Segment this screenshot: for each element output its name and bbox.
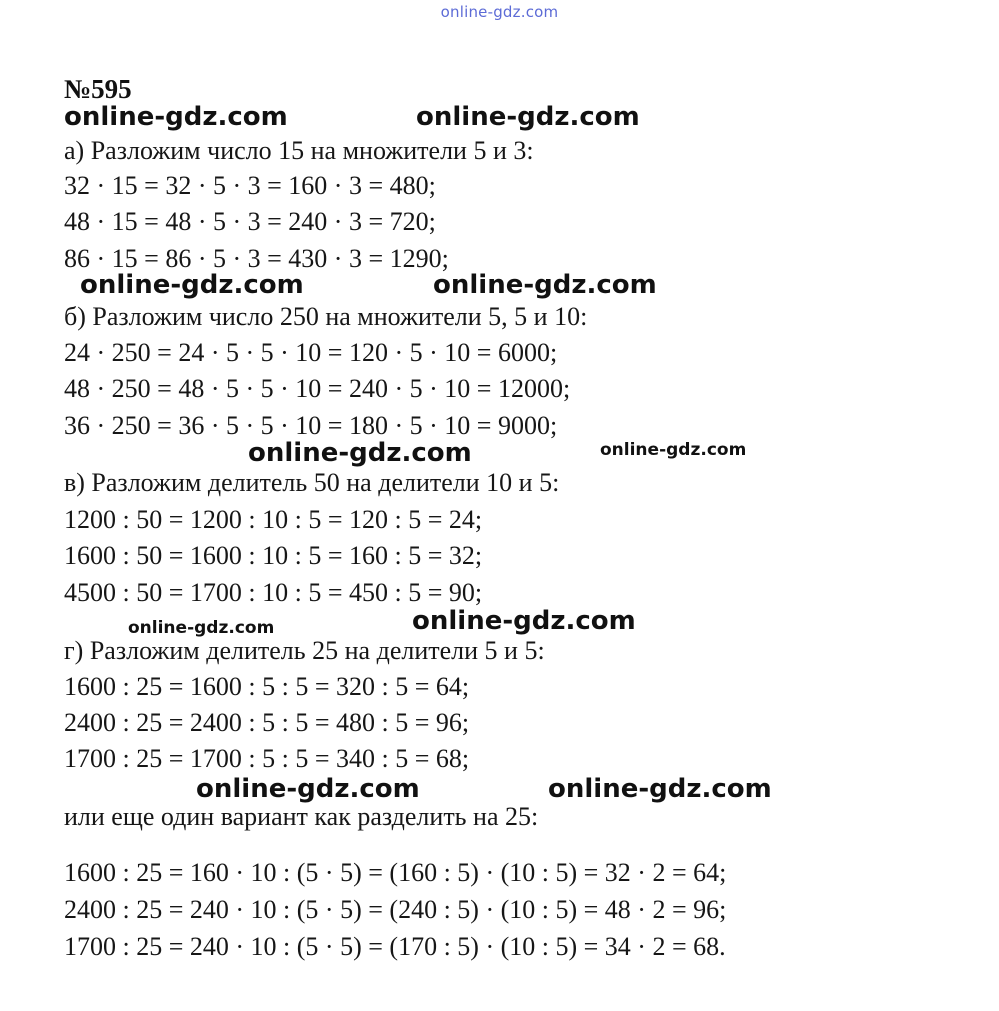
alt-heading: или еще один вариант как разделить на 25:	[64, 802, 539, 831]
watermark: online-gdz.com	[248, 438, 472, 468]
alt-line-2: 2400 : 25 = 240 · 10 : (5 · 5) = (240 : 5) · (10 : 5) = 48 · 2 = 96;	[64, 895, 727, 924]
section-b-line-1: 24 · 250 = 24 · 5 · 5 · 10 = 120 · 5 · 10 = 6000;	[64, 338, 558, 367]
watermark: online-gdz.com	[80, 270, 304, 300]
section-g-line-1: 1600 : 25 = 1600 : 5 : 5 = 320 : 5 = 64;	[64, 672, 470, 701]
watermark: online-gdz.com	[412, 606, 636, 636]
section-g-line-2: 2400 : 25 = 2400 : 5 : 5 = 480 : 5 = 96;	[64, 708, 470, 737]
watermark: online-gdz.com	[128, 618, 275, 638]
watermark: online-gdz.com	[416, 102, 640, 132]
section-v-line-1: 1200 : 50 = 1200 : 10 : 5 = 120 : 5 = 24;	[64, 505, 483, 534]
section-g-heading: г) Разложим делитель 25 на делители 5 и 5:	[64, 636, 545, 665]
section-v-heading: в) Разложим делитель 50 на делители 10 и 5:	[64, 468, 560, 497]
section-a-line-3: 86 · 15 = 86 · 5 · 3 = 430 · 3 = 1290;	[64, 244, 449, 273]
section-b-line-3: 36 · 250 = 36 · 5 · 5 · 10 = 180 · 5 · 10 = 9000;	[64, 411, 558, 440]
watermark: online-gdz.com	[196, 774, 420, 804]
section-a-line-1: 32 · 15 = 32 · 5 · 3 = 160 · 3 = 480;	[64, 171, 436, 200]
watermark: online-gdz.com	[64, 102, 288, 132]
section-a-line-2: 48 · 15 = 48 · 5 · 3 = 240 · 3 = 720;	[64, 207, 436, 236]
alt-line-3: 1700 : 25 = 240 · 10 : (5 · 5) = (170 : 5) · (10 : 5) = 34 · 2 = 68.	[64, 932, 726, 961]
section-v-line-2: 1600 : 50 = 1600 : 10 : 5 = 160 : 5 = 32;	[64, 541, 483, 570]
watermark: online-gdz.com	[600, 440, 747, 460]
watermark: online-gdz.com	[548, 774, 772, 804]
section-v-line-3: 4500 : 50 = 1700 : 10 : 5 = 450 : 5 = 90;	[64, 578, 483, 607]
watermark: online-gdz.com	[433, 270, 657, 300]
section-a-heading: а) Разложим число 15 на множители 5 и 3:	[64, 136, 534, 165]
alt-line-1: 1600 : 25 = 160 · 10 : (5 · 5) = (160 : 5) · (10 : 5) = 32 · 2 = 64;	[64, 858, 727, 887]
section-g-line-3: 1700 : 25 = 1700 : 5 : 5 = 340 : 5 = 68;	[64, 744, 470, 773]
section-b-heading: б) Разложим число 250 на множители 5, 5 и 10:	[64, 302, 588, 331]
task-number: №595	[64, 74, 132, 104]
section-b-line-2: 48 · 250 = 48 · 5 · 5 · 10 = 240 · 5 · 10 = 12000;	[64, 374, 571, 403]
site-watermark: online-gdz.com	[440, 3, 559, 21]
